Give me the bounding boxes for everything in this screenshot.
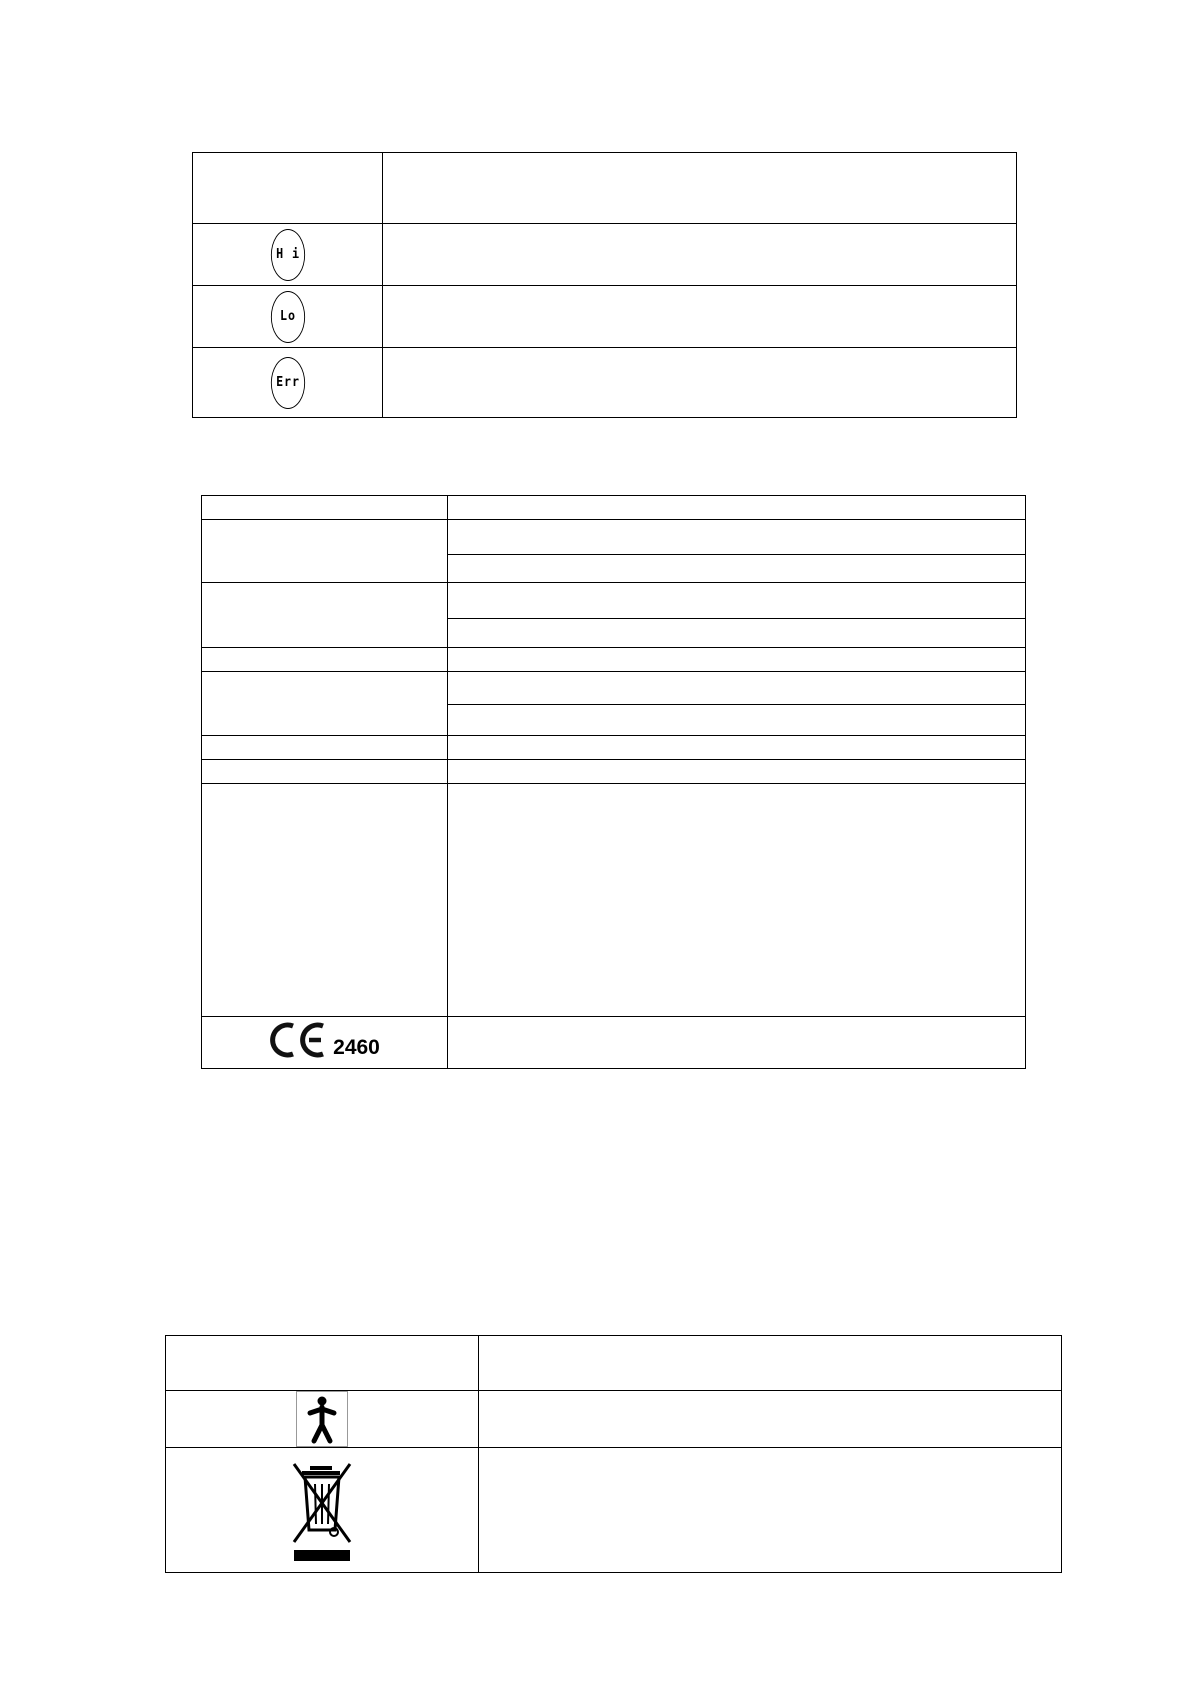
symbol-header-cell (166, 1336, 479, 1391)
lcd-err-symbol: Err (270, 357, 304, 409)
table-row (193, 153, 1017, 224)
ce-mark (269, 1020, 380, 1060)
lcd-symbols-table (192, 152, 1017, 418)
weee-crossed-bin-icon (290, 1458, 354, 1562)
table-row (166, 1448, 1062, 1573)
table-row (202, 760, 1026, 784)
description-cell (383, 348, 1017, 418)
table-row (202, 672, 1026, 705)
description-cell (383, 224, 1017, 286)
table-row (193, 286, 1017, 348)
table-row (193, 224, 1017, 286)
description-cell (479, 1448, 1062, 1573)
table-row (202, 648, 1026, 672)
notified-body-number: 2460 (333, 1036, 380, 1059)
description-header-cell (479, 1336, 1062, 1391)
lcd-hi-symbol: H i (270, 229, 304, 281)
table-row (202, 784, 1026, 1017)
table-row (202, 736, 1026, 760)
table-row (202, 583, 1026, 619)
symbols-table (165, 1335, 1062, 1573)
table-row (166, 1336, 1062, 1391)
type-bf-applied-part-icon (296, 1391, 348, 1447)
description-cell (383, 286, 1017, 348)
table-row (202, 1017, 1026, 1069)
ce-icon (269, 1020, 327, 1060)
table-row (202, 496, 1026, 520)
description-cell (479, 1391, 1062, 1448)
description-header-cell (383, 153, 1017, 224)
table-row (202, 520, 1026, 555)
lcd-lo-symbol: Lo (270, 291, 304, 343)
table-row (166, 1391, 1062, 1448)
table-row (193, 348, 1017, 418)
specifications-table (201, 495, 1026, 1069)
symbol-header-cell (193, 153, 383, 224)
